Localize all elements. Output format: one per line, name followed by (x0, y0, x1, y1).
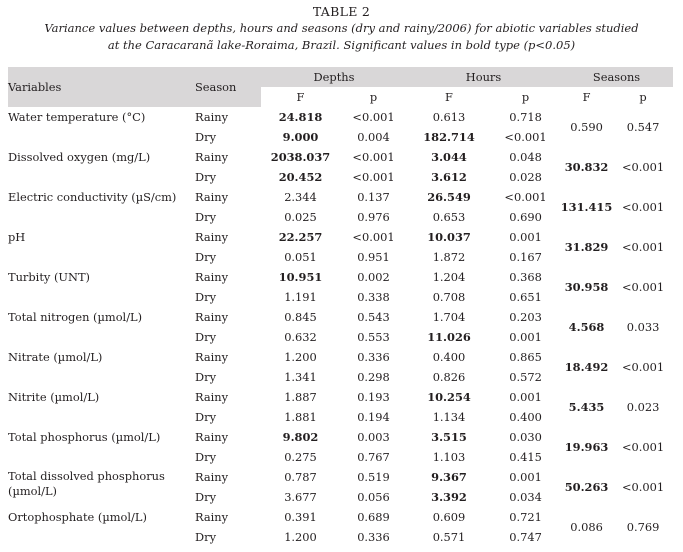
hour-p-value: <0.001 (504, 130, 547, 144)
season-label: Dry (195, 170, 217, 184)
depth-f-value: 2.344 (284, 190, 317, 204)
depth-p-value: <0.001 (352, 150, 395, 164)
hour-p-value: 0.048 (509, 150, 542, 164)
seasons-p-value: <0.001 (621, 280, 665, 294)
hour-f-value: 11.026 (427, 330, 471, 344)
table-row (8, 187, 673, 207)
table-row (8, 427, 673, 447)
season-label: Dry (195, 210, 217, 224)
season-label: Dry (195, 530, 217, 544)
seasons-p-value: <0.001 (621, 160, 665, 174)
depth-f-value: 0.275 (284, 450, 317, 464)
depth-f-value: 0.845 (284, 310, 317, 324)
hour-f-value: 9.367 (431, 470, 467, 484)
seasons-p-value: 0.023 (626, 400, 660, 414)
season-label: Dry (195, 490, 217, 504)
table-row (8, 227, 673, 247)
header-variables: Variables (8, 67, 195, 107)
header-hours-f: F (445, 90, 453, 104)
variable-name: pH (8, 230, 26, 244)
seasons-p-value: 0.033 (626, 320, 660, 334)
hour-p-value: 0.034 (509, 490, 542, 504)
variable-name: Turbity (UNT) (8, 270, 90, 284)
hour-f-value: 10.037 (427, 230, 471, 244)
header-hours: Hours (407, 67, 560, 87)
seasons-p-value: <0.001 (621, 360, 665, 374)
seasons-p-value: <0.001 (621, 240, 665, 254)
seasons-f-value: 131.415 (560, 200, 613, 214)
depth-p-value: 0.336 (357, 530, 390, 544)
depth-p-value: <0.001 (352, 110, 395, 124)
hour-f-value: 1.204 (432, 270, 466, 284)
depth-p-value: 0.298 (357, 370, 390, 384)
hour-f-value: 26.549 (427, 190, 471, 204)
depth-f-value: 9.000 (282, 130, 319, 144)
variable-name-empty (8, 247, 195, 267)
seasons-f-value: 18.492 (564, 360, 609, 374)
hour-p-value: 0.721 (509, 510, 542, 524)
depth-p-value: 0.553 (357, 330, 390, 344)
header-seasons-p: p (639, 90, 647, 104)
depth-p-value: 0.976 (357, 210, 390, 224)
depth-p-value: 0.689 (357, 510, 390, 524)
hour-f-value: 1.134 (432, 410, 466, 424)
header-seasons-f: F (582, 90, 591, 104)
table-body (8, 107, 673, 547)
hour-p-value: 0.865 (509, 350, 542, 364)
depth-p-value: 0.543 (357, 310, 390, 324)
hour-p-value: 0.368 (509, 270, 542, 284)
depth-f-value: 20.452 (278, 170, 323, 184)
variable-name: Electric conductivity (µS/cm) (8, 190, 177, 204)
variable-name-empty (8, 527, 195, 547)
table-row (8, 147, 673, 167)
depth-p-value: 0.193 (357, 390, 390, 404)
variable-name: Dissolved oxygen (mg/L) (8, 150, 151, 164)
seasons-f-value: 30.832 (564, 160, 609, 174)
variable-name: Total phosphorus (µmol/L) (8, 430, 161, 444)
hour-f-value: 3.612 (431, 170, 467, 184)
table-row (8, 507, 673, 527)
hour-f-value: 0.708 (432, 290, 466, 304)
variable-name-empty (8, 167, 195, 187)
header-season: Season (195, 67, 261, 107)
caption-line-2: at the Caracaranã lake-Roraima, Brazil. Significant values in bold type (p<0.05) (107, 38, 576, 52)
hour-p-value: <0.001 (504, 190, 547, 204)
season-label: Rainy (195, 510, 229, 524)
season-label: Dry (195, 250, 217, 264)
seasons-f-value: 5.435 (568, 400, 605, 414)
season-label: Rainy (195, 230, 229, 244)
hour-f-value: 0.826 (432, 370, 466, 384)
seasons-p-value: 0.769 (626, 520, 660, 534)
header-depths-f: F (296, 90, 305, 104)
seasons-p-value: 0.547 (626, 120, 660, 134)
table-row (8, 387, 673, 407)
hour-f-value: 0.613 (432, 110, 466, 124)
hour-p-value: 0.747 (509, 530, 542, 544)
depth-f-value: 0.051 (284, 250, 317, 264)
hour-f-value: 3.044 (431, 150, 467, 164)
hour-p-value: 0.001 (509, 230, 542, 244)
depth-f-value: 22.257 (278, 230, 323, 244)
seasons-p-value: <0.001 (621, 200, 665, 214)
variable-name-empty (8, 367, 195, 387)
variable-name-empty (8, 407, 195, 427)
hour-f-value: 3.515 (431, 430, 467, 444)
depth-f-value: 2038.037 (270, 150, 331, 164)
table-label: TABLE 2 (312, 4, 371, 19)
seasons-f-value: 4.568 (568, 320, 605, 334)
season-label: Rainy (195, 190, 229, 204)
hour-f-value: 10.254 (427, 390, 471, 404)
seasons-f-value: 0.086 (570, 520, 603, 534)
hour-f-value: 0.653 (432, 210, 466, 224)
hour-p-value: 0.001 (509, 330, 542, 344)
variable-name-empty (8, 447, 195, 467)
season-label: Dry (195, 450, 217, 464)
table-row (8, 347, 673, 367)
header-depths-p: p (369, 90, 378, 104)
seasons-f-value: 19.963 (564, 440, 609, 454)
hour-f-value: 0.571 (432, 530, 466, 544)
hour-p-value: 0.001 (509, 390, 542, 404)
depth-p-value: <0.001 (352, 170, 395, 184)
depth-p-value: 0.951 (357, 250, 390, 264)
depth-f-value: 1.887 (284, 390, 317, 404)
depth-f-value: 1.191 (284, 290, 317, 304)
hour-p-value: 0.400 (509, 410, 542, 424)
hour-f-value: 3.392 (431, 490, 467, 504)
variable-name: Total nitrogen (µmol/L) (8, 310, 143, 324)
variable-name-empty (8, 207, 195, 227)
season-label: Rainy (195, 310, 229, 324)
hour-p-value: 0.415 (509, 450, 542, 464)
depth-p-value: 0.056 (357, 490, 390, 504)
depth-p-value: 0.336 (357, 350, 390, 364)
seasons-p-value: <0.001 (621, 480, 665, 494)
hour-f-value: 1.872 (432, 250, 466, 264)
header-depths: Depths (261, 67, 407, 87)
table-row (8, 467, 673, 487)
depth-f-value: 0.391 (284, 510, 317, 524)
season-label: Rainy (195, 270, 229, 284)
depth-f-value: 9.802 (282, 430, 319, 444)
season-label: Rainy (195, 350, 229, 364)
depth-p-value: 0.002 (357, 270, 390, 284)
depth-f-value: 24.818 (278, 110, 323, 124)
depth-p-value: 0.338 (357, 290, 390, 304)
hour-p-value: 0.651 (509, 290, 542, 304)
hour-p-value: 0.030 (509, 430, 542, 444)
hour-p-value: 0.167 (509, 250, 542, 264)
season-label: Dry (195, 410, 217, 424)
hour-f-value: 1.704 (432, 310, 466, 324)
table-row (8, 267, 673, 287)
seasons-f-value: 0.590 (570, 120, 603, 134)
depth-f-value: 0.632 (284, 330, 317, 344)
depth-p-value: <0.001 (352, 230, 395, 244)
hour-p-value: 0.690 (509, 210, 542, 224)
season-label: Rainy (195, 470, 229, 484)
variable-name-empty (8, 127, 195, 147)
depth-f-value: 1.881 (284, 410, 317, 424)
variable-name-empty (8, 287, 195, 307)
depth-p-value: 0.767 (357, 450, 390, 464)
table-row (8, 107, 673, 127)
hour-f-value: 1.103 (432, 450, 466, 464)
caption-line-1: Variance values between depths, hours and seasons (dry and rainy/2006) for abiotic variables studied (44, 21, 639, 35)
header-hours-p: p (521, 90, 530, 104)
seasons-f-value: 31.829 (564, 240, 609, 254)
variance-table (8, 67, 673, 547)
season-label: Rainy (195, 110, 229, 124)
variable-name: Nitrite (µmol/L) (8, 390, 100, 404)
variable-name: Total dissolved phosphorus (µmol/L) (8, 469, 165, 498)
season-label: Dry (195, 130, 217, 144)
hour-f-value: 0.400 (432, 350, 466, 364)
hour-p-value: 0.203 (509, 310, 542, 324)
hour-f-value: 0.609 (432, 510, 466, 524)
depth-f-value: 0.025 (284, 210, 317, 224)
depth-f-value: 1.341 (284, 370, 317, 384)
hour-p-value: 0.001 (509, 470, 542, 484)
hour-p-value: 0.028 (509, 170, 542, 184)
table-caption (0, 4, 683, 53)
seasons-p-value: <0.001 (621, 440, 665, 454)
season-label: Dry (195, 370, 217, 384)
variable-name-empty (8, 327, 195, 347)
depth-p-value: 0.194 (357, 410, 390, 424)
hour-p-value: 0.718 (509, 110, 542, 124)
depth-f-value: 1.200 (284, 350, 317, 364)
season-label: Dry (195, 330, 217, 344)
variable-name: Ortophosphate (µmol/L) (8, 510, 147, 524)
depth-p-value: 0.519 (357, 470, 390, 484)
header-seasons: Seasons (560, 67, 673, 87)
season-label: Rainy (195, 430, 229, 444)
table-row (8, 307, 673, 327)
season-label: Dry (195, 290, 217, 304)
depth-p-value: 0.004 (357, 130, 390, 144)
season-label: Rainy (195, 150, 229, 164)
hour-f-value: 182.714 (423, 130, 475, 144)
depth-f-value: 1.200 (284, 530, 317, 544)
seasons-f-value: 50.263 (564, 480, 609, 494)
depth-f-value: 3.677 (284, 490, 317, 504)
season-label: Rainy (195, 390, 229, 404)
depth-p-value: 0.137 (357, 190, 390, 204)
variable-name: Water temperature (°C) (8, 110, 146, 124)
seasons-f-value: 30.958 (564, 280, 609, 294)
depth-f-value: 0.787 (284, 470, 317, 484)
depth-f-value: 10.951 (278, 270, 323, 284)
variable-name: Nitrate (µmol/L) (8, 350, 103, 364)
hour-p-value: 0.572 (509, 370, 542, 384)
depth-p-value: 0.003 (357, 430, 390, 444)
